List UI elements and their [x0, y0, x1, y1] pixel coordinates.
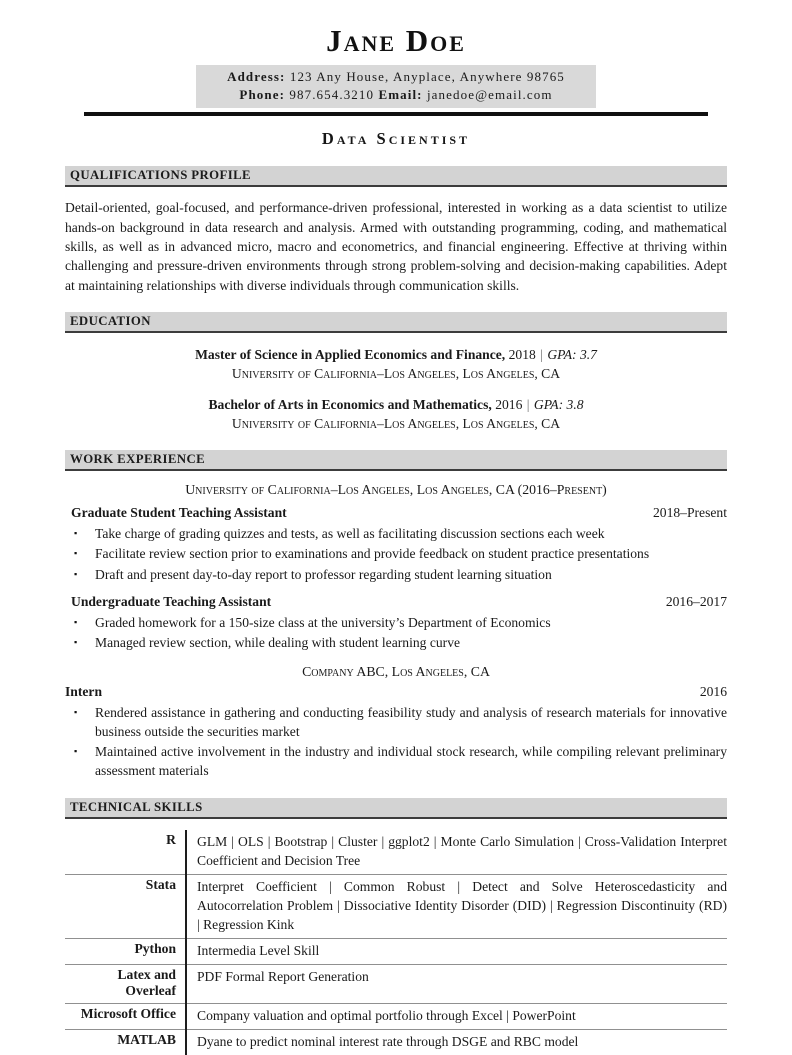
skill-detail: PDF Formal Report Generation	[186, 964, 727, 1003]
skills-table	[65, 830, 727, 1055]
bullet-list	[65, 524, 727, 584]
skill-detail: Intermedia Level Skill	[186, 938, 727, 964]
skill-detail: GLM | OLS | Bootstrap | Cluster | ggplot2 | Monte Carlo Simulation | Cross-Validation Interpret Coefficient and Decision Tree	[197, 833, 727, 868]
skill-name: Microsoft Office	[65, 1003, 186, 1029]
job-title: Graduate Student Teaching Assistant	[71, 505, 287, 521]
degree-year: 2016	[495, 397, 523, 413]
bullet-icon: ▪	[74, 706, 78, 717]
skill-row	[65, 830, 727, 875]
job-title-row	[65, 684, 727, 700]
bullet-text: Facilitate review section prior to examinations and provide feedback on student practice presentations	[95, 546, 650, 562]
email-value: janedoe@email.com	[426, 87, 553, 103]
section-technical-skills	[65, 798, 727, 1055]
job-title-row	[65, 594, 727, 610]
bullet-text: Draft and present day-to-day report to professor regarding student learning situation	[95, 566, 552, 582]
employer-name: University of California–Los Angeles, Los Angeles, CA (2016–Present)	[185, 482, 607, 498]
job-title: Intern	[65, 683, 103, 699]
bullet-item	[65, 613, 727, 632]
bullet-icon: ▪	[74, 746, 78, 757]
education-entry	[65, 345, 727, 383]
person-name: Jane Doe	[326, 23, 466, 58]
skill-row	[65, 938, 727, 964]
school-name: University of California–Los Angeles, Los Angeles, CA	[231, 416, 561, 432]
separator: |	[540, 346, 543, 362]
section-heading-education: EDUCATION	[65, 312, 727, 333]
degree-year: 2018	[508, 346, 536, 362]
degree-line	[65, 395, 727, 414]
address-label: Address:	[227, 69, 286, 85]
bullet-text: Rendered assistance in gathering and conducting feasibility study and analysis of research materials for innovative business outside the securities market	[95, 704, 727, 739]
section-qualifications	[65, 166, 727, 294]
section-education	[65, 312, 727, 433]
job-dates: 2018–Present	[652, 505, 727, 521]
header-rule	[84, 65, 708, 116]
separator: |	[526, 397, 530, 413]
bullet-list	[65, 613, 727, 653]
degree-name: Bachelor of Arts in Economics and Mathematics,	[208, 397, 492, 413]
bullet-text: Graded homework for a 150-size class at the university’s Department of Economics	[95, 614, 551, 630]
contact-phone-email-line	[202, 86, 590, 104]
bullet-item	[65, 633, 727, 652]
email-label: Email:	[378, 87, 423, 103]
job-title-row	[65, 505, 727, 521]
skill-detail: Company valuation and optimal portfolio through Excel | PowerPoint	[186, 1003, 727, 1029]
bullet-text: Take charge of grading quizzes and tests, as well as facilitating discussion sections each week	[95, 526, 605, 542]
skill-row	[65, 1029, 727, 1055]
skill-row	[65, 1003, 727, 1029]
address-value: 123 Any House, Anyplace, Anywhere 98765	[289, 69, 565, 85]
bullet-item	[65, 544, 727, 563]
qualifications-text: Detail-oriented, goal-focused, and performance-driven professional, interested in working as a data scientist to utilize hands-on background in data research and analysis. Armed with outstanding programming, coding, and mathematical skills, as well as in advanced micro, macro and econometrics, and financial engineering. Effective at thriving within challenging and pressure-driven environments through strong problem-solving and decision-making capabilities. Adept at maintaining relationships with diverse individuals through communication skills.	[65, 200, 727, 293]
bullet-item	[65, 524, 727, 543]
skill-name: R	[65, 830, 186, 875]
employer-name: Company ABC, Los Angeles, CA	[302, 663, 490, 679]
skill-row	[65, 964, 727, 1003]
section-heading-skills: TECHNICAL SKILLS	[65, 798, 727, 819]
contact-info	[196, 65, 596, 108]
contact-address-line	[202, 68, 590, 86]
skill-detail: Interpret Coefficient | Common Robust | Detect and Solve Heteroscedasticity and Autocorrelation Problem | Dissociative Identity Disorder (DID) | Regression Discontinuity (RD) | Regression Kink	[186, 874, 727, 938]
bullet-list	[65, 703, 727, 781]
skill-name: MATLAB	[65, 1029, 186, 1055]
phone-label: Phone:	[239, 87, 286, 103]
bullet-icon: ▪	[74, 528, 78, 539]
section-work-experience	[65, 450, 727, 781]
bullet-text: Managed review section, while dealing with student learning curve	[95, 635, 461, 651]
role-title: Data Scientist	[321, 129, 471, 149]
job-title: Undergraduate Teaching Assistant	[71, 593, 272, 609]
skill-row	[65, 874, 727, 938]
section-heading-qualifications: QUALIFICATIONS PROFILE	[65, 166, 727, 187]
section-heading-work: WORK EXPERIENCE	[65, 450, 727, 471]
degree-name: Master of Science in Applied Economics and Finance,	[195, 346, 506, 362]
bullet-item	[65, 742, 727, 781]
school-name: University of California–Los Angeles, Los Angeles, CA	[231, 365, 561, 381]
gpa: GPA: 3.7	[547, 346, 597, 362]
skill-detail: Dyane to predict nominal interest rate through DSGE and RBC model	[186, 1029, 727, 1055]
bullet-item	[65, 703, 727, 742]
job-dates: 2016	[699, 683, 727, 699]
bullet-icon: ▪	[74, 548, 78, 559]
phone-value: 987.654.3210	[289, 87, 375, 103]
degree-line	[65, 345, 727, 364]
job-dates: 2016–2017	[665, 593, 727, 609]
bullet-icon: ▪	[74, 637, 78, 648]
bullet-icon: ▪	[74, 568, 78, 579]
skill-name: Latex and Overleaf	[65, 964, 186, 1003]
bullet-text: Maintained active involvement in the industry and individual stock research, while compiling relevant preliminary assessment materials	[95, 744, 727, 779]
gpa: GPA: 3.8	[533, 397, 584, 413]
skill-name: Stata	[65, 874, 186, 938]
bullet-icon: ▪	[74, 616, 78, 627]
bullet-item	[65, 565, 727, 584]
skill-name: Python	[65, 938, 186, 964]
education-entry	[65, 395, 727, 433]
